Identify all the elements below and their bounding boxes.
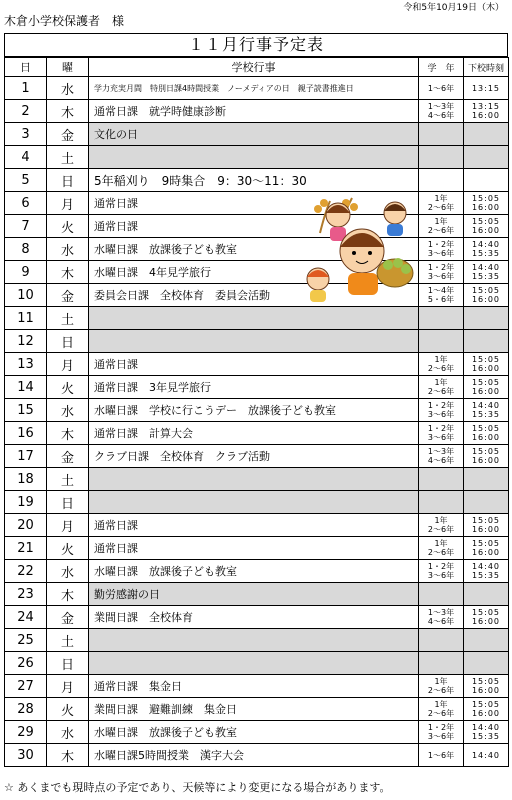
day-cell: 2 (5, 100, 47, 123)
weekday-cell: 月 (47, 353, 89, 376)
weekday-cell: 月 (47, 192, 89, 215)
weekday-cell: 木 (47, 744, 89, 767)
weekday-cell: 金 (47, 284, 89, 307)
grade-line: 2～6年 (427, 525, 455, 534)
time-cell (464, 721, 509, 744)
grade-cell (419, 238, 464, 261)
day-cell: 13 (5, 353, 47, 376)
weekday-cell: 土 (47, 146, 89, 169)
event-cell: 水曜日課 放課後子ども教室 (89, 560, 419, 583)
time-line: 16:00 (471, 709, 501, 718)
weekday-cell: 木 (47, 422, 89, 445)
weekday-cell: 土 (47, 468, 89, 491)
time-line: 13:15 (471, 83, 501, 93)
time-line: 16:00 (471, 686, 501, 695)
time-cell (464, 491, 509, 514)
grade-line: 2～6年 (427, 709, 455, 718)
time-line: 14:40 (471, 240, 501, 249)
event-cell: 水曜日課 放課後子ども教室 (89, 238, 419, 261)
table-row (5, 744, 509, 767)
time-line: 16:00 (471, 364, 501, 373)
day-cell: 15 (5, 399, 47, 422)
table-row (5, 284, 509, 307)
day-cell: 25 (5, 629, 47, 652)
time-line: 15:35 (471, 272, 501, 281)
table-row (5, 629, 509, 652)
time-line: 15:05 (471, 424, 501, 433)
time-cell (464, 422, 509, 445)
weekday-cell: 金 (47, 445, 89, 468)
grade-line: 1・2年 (427, 424, 455, 433)
time-cell (464, 307, 509, 330)
time-line: 16:00 (471, 456, 501, 465)
table-row (5, 215, 509, 238)
weekday-cell: 水 (47, 399, 89, 422)
event-cell: 通常日課 (89, 537, 419, 560)
grade-cell (419, 537, 464, 560)
grade-cell (419, 514, 464, 537)
time-cell (464, 514, 509, 537)
time-cell (464, 698, 509, 721)
addressee: 木倉小学校保護者 様 (4, 14, 125, 28)
grade-line: 2～6年 (427, 548, 455, 557)
grade-line: 1～6年 (427, 750, 455, 760)
table-row (5, 238, 509, 261)
header-grade: 学 年 (419, 58, 464, 77)
event-cell: クラブ日課 全校体育 クラブ活動 (89, 445, 419, 468)
event-cell: 通常日課 (89, 514, 419, 537)
grade-line: 2～6年 (427, 364, 455, 373)
time-line: 13:15 (471, 102, 501, 111)
day-cell: 7 (5, 215, 47, 238)
time-cell (464, 468, 509, 491)
header-time: 下校時刻 (464, 58, 509, 77)
table-row (5, 537, 509, 560)
event-cell: 水曜日課 4年見学旅行 (89, 261, 419, 284)
grade-line: 1・2年 (427, 723, 455, 732)
table-row (5, 353, 509, 376)
event-cell: 業間日課 避難訓練 集金日 (89, 698, 419, 721)
grade-line: 1年 (434, 539, 448, 548)
weekday-cell: 日 (47, 491, 89, 514)
grade-line: 1・2年 (427, 240, 455, 249)
time-line: 15:05 (471, 194, 501, 203)
grade-cell (419, 123, 464, 146)
time-cell (464, 261, 509, 284)
time-line: 15:35 (471, 571, 501, 580)
weekday-cell: 火 (47, 376, 89, 399)
grade-line: 5・6年 (427, 295, 455, 304)
event-cell (89, 146, 419, 169)
day-cell: 12 (5, 330, 47, 353)
grade-cell (419, 169, 464, 192)
time-line: 15:05 (471, 608, 501, 617)
day-cell: 11 (5, 307, 47, 330)
day-cell: 26 (5, 652, 47, 675)
time-line: 14:40 (471, 401, 501, 410)
weekday-cell: 金 (47, 606, 89, 629)
event-cell: 水曜日課 放課後子ども教室 (89, 721, 419, 744)
table-row (5, 491, 509, 514)
time-line: 14:40 (471, 562, 501, 571)
time-cell (464, 399, 509, 422)
time-cell (464, 284, 509, 307)
header-event: 学校行事 (89, 58, 419, 77)
grade-line: 1年 (434, 378, 448, 387)
time-line: 15:05 (471, 217, 501, 226)
time-line: 15:05 (471, 378, 501, 387)
table-row (5, 123, 509, 146)
grade-cell (419, 192, 464, 215)
grade-cell (419, 675, 464, 698)
weekday-cell: 木 (47, 583, 89, 606)
grade-cell (419, 307, 464, 330)
time-cell (464, 123, 509, 146)
day-cell: 6 (5, 192, 47, 215)
weekday-cell: 月 (47, 514, 89, 537)
weekday-cell: 火 (47, 537, 89, 560)
time-cell (464, 537, 509, 560)
time-line: 15:05 (471, 516, 501, 525)
event-cell: 通常日課 3年見学旅行 (89, 376, 419, 399)
grade-cell (419, 77, 464, 100)
event-cell (89, 468, 419, 491)
event-cell (89, 307, 419, 330)
table-row (5, 675, 509, 698)
event-cell: 業間日課 全校体育 (89, 606, 419, 629)
time-line: 15:35 (471, 410, 501, 419)
grade-cell (419, 353, 464, 376)
grade-cell (419, 629, 464, 652)
time-line: 16:00 (471, 203, 501, 212)
time-cell (464, 675, 509, 698)
footnote: ☆ あくまでも現時点の予定であり、天候等により変更になる場合があります。 (4, 781, 391, 794)
grade-cell (419, 721, 464, 744)
schedule-table (4, 57, 509, 767)
table-row (5, 399, 509, 422)
table-row (5, 192, 509, 215)
table-row (5, 146, 509, 169)
weekday-cell: 火 (47, 215, 89, 238)
grade-line: 1年 (434, 355, 448, 364)
header-day: 日 (5, 58, 47, 77)
grade-cell (419, 744, 464, 767)
time-line: 16:00 (471, 525, 501, 534)
event-cell: 水曜日課5時間授業 漢字大会 (89, 744, 419, 767)
grade-line: 3～6年 (427, 410, 455, 419)
table-row (5, 652, 509, 675)
grade-line: 4～6年 (427, 617, 455, 626)
grade-line: 4～6年 (427, 111, 455, 120)
table-row (5, 169, 509, 192)
table-row (5, 560, 509, 583)
event-cell: 水曜日課 学校に行こうデー 放課後子ども教室 (89, 399, 419, 422)
event-cell (89, 330, 419, 353)
table-row (5, 468, 509, 491)
day-cell: 24 (5, 606, 47, 629)
day-cell: 10 (5, 284, 47, 307)
weekday-cell: 火 (47, 698, 89, 721)
day-cell: 27 (5, 675, 47, 698)
grade-line: 1～3年 (427, 447, 455, 456)
weekday-cell: 日 (47, 652, 89, 675)
table-row (5, 376, 509, 399)
table-body (5, 77, 509, 767)
time-line: 15:35 (471, 732, 501, 741)
event-cell: 通常日課 (89, 215, 419, 238)
grade-line: 1・2年 (427, 401, 455, 410)
event-cell: 通常日課 (89, 192, 419, 215)
weekday-cell: 土 (47, 307, 89, 330)
grade-line: 3～6年 (427, 272, 455, 281)
time-line: 15:05 (471, 355, 501, 364)
time-line: 15:05 (471, 447, 501, 456)
grade-line: 1・2年 (427, 562, 455, 571)
table-row (5, 698, 509, 721)
grade-cell (419, 330, 464, 353)
grade-cell (419, 284, 464, 307)
day-cell: 9 (5, 261, 47, 284)
event-cell (89, 491, 419, 514)
time-cell (464, 100, 509, 123)
time-cell (464, 353, 509, 376)
time-cell (464, 330, 509, 353)
day-cell: 20 (5, 514, 47, 537)
table-row (5, 100, 509, 123)
grade-cell (419, 422, 464, 445)
weekday-cell: 木 (47, 261, 89, 284)
grade-cell (419, 399, 464, 422)
time-line: 16:00 (471, 548, 501, 557)
weekday-cell: 水 (47, 77, 89, 100)
table-row (5, 77, 509, 100)
table-row (5, 583, 509, 606)
document-date: 令和5年10月19日（木） (403, 3, 504, 13)
grade-line: 1～4年 (427, 286, 455, 295)
event-cell: 通常日課 就学時健康診断 (89, 100, 419, 123)
time-line: 16:00 (471, 617, 501, 626)
grade-line: 2～6年 (427, 686, 455, 695)
time-cell (464, 652, 509, 675)
table-header-row (5, 58, 509, 77)
weekday-cell: 水 (47, 560, 89, 583)
event-cell: 勤労感謝の日 (89, 583, 419, 606)
grade-cell (419, 560, 464, 583)
time-line: 15:05 (471, 539, 501, 548)
weekday-cell: 水 (47, 238, 89, 261)
time-cell (464, 192, 509, 215)
time-line: 16:00 (471, 387, 501, 396)
day-cell: 18 (5, 468, 47, 491)
day-cell: 4 (5, 146, 47, 169)
time-cell (464, 606, 509, 629)
weekday-cell: 月 (47, 675, 89, 698)
grade-cell (419, 215, 464, 238)
table-row (5, 422, 509, 445)
time-cell (464, 560, 509, 583)
time-line: 14:40 (471, 750, 501, 760)
grade-line: 1～3年 (427, 608, 455, 617)
time-line: 14:40 (471, 723, 501, 732)
time-cell (464, 629, 509, 652)
grade-line: 1年 (434, 700, 448, 709)
time-cell (464, 583, 509, 606)
day-cell: 16 (5, 422, 47, 445)
day-cell: 8 (5, 238, 47, 261)
event-cell: 通常日課 (89, 353, 419, 376)
time-cell (464, 169, 509, 192)
time-line: 15:05 (471, 677, 501, 686)
day-cell: 21 (5, 537, 47, 560)
grade-line: 1年 (434, 677, 448, 686)
grade-cell (419, 606, 464, 629)
harvest-children-illustration (300, 193, 420, 303)
event-cell: 通常日課 集金日 (89, 675, 419, 698)
grade-line: 1～3年 (427, 102, 455, 111)
event-cell: 通常日課 計算大会 (89, 422, 419, 445)
day-cell: 3 (5, 123, 47, 146)
grade-cell (419, 491, 464, 514)
weekday-cell: 日 (47, 330, 89, 353)
grade-line: 4～6年 (427, 456, 455, 465)
time-line: 14:40 (471, 263, 501, 272)
time-cell (464, 744, 509, 767)
table-row (5, 445, 509, 468)
day-cell: 14 (5, 376, 47, 399)
day-cell: 23 (5, 583, 47, 606)
grade-line: 3～6年 (427, 571, 455, 580)
time-cell (464, 146, 509, 169)
grade-line: 2～6年 (427, 226, 455, 235)
grade-cell (419, 146, 464, 169)
event-cell (89, 629, 419, 652)
grade-line: 1年 (434, 217, 448, 226)
time-line: 15:35 (471, 249, 501, 258)
time-cell (464, 445, 509, 468)
time-line: 16:00 (471, 111, 501, 120)
day-cell: 29 (5, 721, 47, 744)
time-line: 15:05 (471, 700, 501, 709)
event-cell (89, 652, 419, 675)
table-row (5, 330, 509, 353)
time-cell (464, 376, 509, 399)
day-cell: 30 (5, 744, 47, 767)
weekday-cell: 土 (47, 629, 89, 652)
grade-cell (419, 261, 464, 284)
table-row (5, 307, 509, 330)
page-title: １１月行事予定表 (4, 33, 508, 57)
grade-cell (419, 652, 464, 675)
table-row (5, 261, 509, 284)
day-cell: 19 (5, 491, 47, 514)
weekday-cell: 水 (47, 721, 89, 744)
table-row (5, 514, 509, 537)
event-cell: 委員会日課 全校体育 委員会活動 (89, 284, 419, 307)
time-cell (464, 238, 509, 261)
header-weekday: 曜 (47, 58, 89, 77)
day-cell: 5 (5, 169, 47, 192)
day-cell: 22 (5, 560, 47, 583)
event-cell: 文化の日 (89, 123, 419, 146)
grade-line: 3～6年 (427, 732, 455, 741)
grade-line: 1年 (434, 516, 448, 525)
event-cell: 学力充実月間 特別日課4時間授業 ノーメディアの日 親子読書推進日 (89, 77, 419, 100)
weekday-cell: 日 (47, 169, 89, 192)
event-cell: 5年稲刈り 9時集合 9：30～11：30 (89, 169, 419, 192)
day-cell: 1 (5, 77, 47, 100)
grade-cell (419, 468, 464, 491)
grade-cell (419, 376, 464, 399)
grade-cell (419, 445, 464, 468)
time-line: 15:05 (471, 286, 501, 295)
grade-cell (419, 698, 464, 721)
weekday-cell: 金 (47, 123, 89, 146)
grade-cell (419, 100, 464, 123)
grade-line: 1年 (434, 194, 448, 203)
grade-line: 1・2年 (427, 263, 455, 272)
table-row (5, 606, 509, 629)
grade-line: 3～6年 (427, 249, 455, 258)
table-row (5, 721, 509, 744)
grade-line: 3～6年 (427, 433, 455, 442)
time-line: 16:00 (471, 295, 501, 304)
day-cell: 28 (5, 698, 47, 721)
grade-line: 2～6年 (427, 387, 455, 396)
time-cell (464, 215, 509, 238)
day-cell: 17 (5, 445, 47, 468)
grade-line: 2～6年 (427, 203, 455, 212)
grade-line: 1～6年 (427, 83, 455, 93)
grade-cell (419, 583, 464, 606)
time-cell (464, 77, 509, 100)
weekday-cell: 木 (47, 100, 89, 123)
time-line: 16:00 (471, 226, 501, 235)
time-line: 16:00 (471, 433, 501, 442)
